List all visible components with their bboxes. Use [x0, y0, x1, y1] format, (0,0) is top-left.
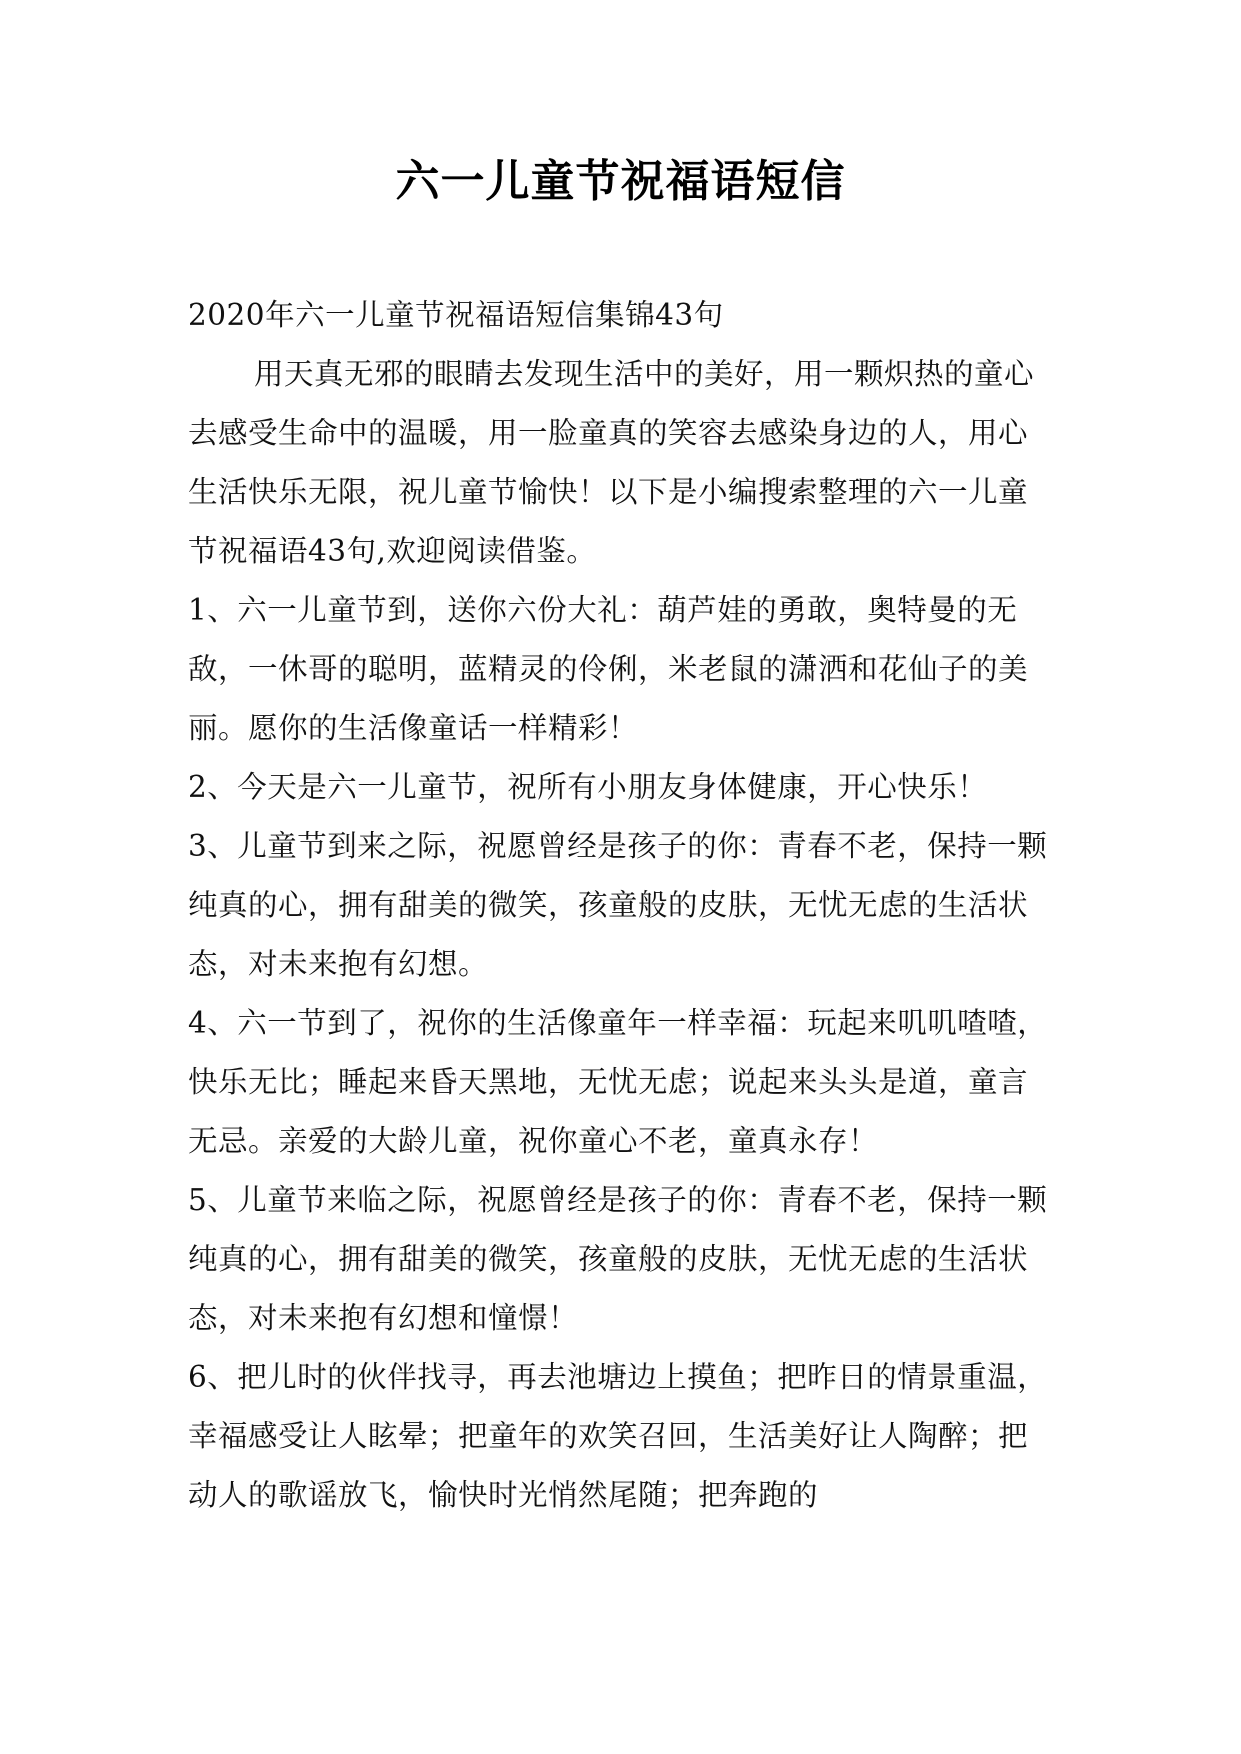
document-title: 六一儿童节祝福语短信 [395, 156, 846, 207]
greeting-item-6: 6、把儿时的伙伴找寻，再去池塘边上摸鱼；把昨日的情景重温，幸福感受让人眩晕；把童年的欢笑召回，生活美好让人陶醉；把动人的歌谣放飞，愉快时光悄然尾随；把奔跑的 [188, 1360, 1048, 1512]
greeting-item-2: 2、今天是六一儿童节，祝所有小朋友身体健康，开心快乐！ [188, 770, 988, 804]
greeting-item-3: 3、儿童节到来之际，祝愿曾经是孩子的你：青春不老，保持一颗纯真的心，拥有甜美的微笑，孩童般的皮肤，无忧无虑的生活状态，对未来抱有幻想。 [188, 829, 1048, 981]
intro-paragraph: 用天真无邪的眼睛去发现生活中的美好，用一颗炽热的童心去感受生命中的温暖，用一脸童真的笑容去感染身边的人，用心生活快乐无限，祝儿童节愉快！以下是小编搜索整理的六一儿童节祝福语43句,欢迎阅读借鉴。 [188, 357, 1035, 568]
greeting-item-4: 4、六一节到了，祝你的生活像童年一样幸福：玩起来叽叽喳喳，快乐无比；睡起来昏天黑地，无忧无虑；说起来头头是道，童言无忌。亲爱的大龄儿童，祝你童心不老，童真永存！ [188, 1006, 1048, 1158]
greeting-item-5: 5、儿童节来临之际，祝愿曾经是孩子的你：青春不老，保持一颗纯真的心，拥有甜美的微笑，孩童般的皮肤，无忧无虑的生活状态，对未来抱有幻想和憧憬！ [188, 1183, 1048, 1335]
document-subtitle: 2020年六一儿童节祝福语短信集锦43句 [188, 298, 724, 332]
greeting-item-1: 1、六一儿童节到，送你六份大礼：葫芦娃的勇敢，奥特曼的无敌，一休哥的聪明，蓝精灵的伶俐，米老鼠的潇洒和花仙子的美丽。愿你的生活像童话一样精彩！ [188, 593, 1029, 745]
document-body [188, 286, 1054, 1525]
